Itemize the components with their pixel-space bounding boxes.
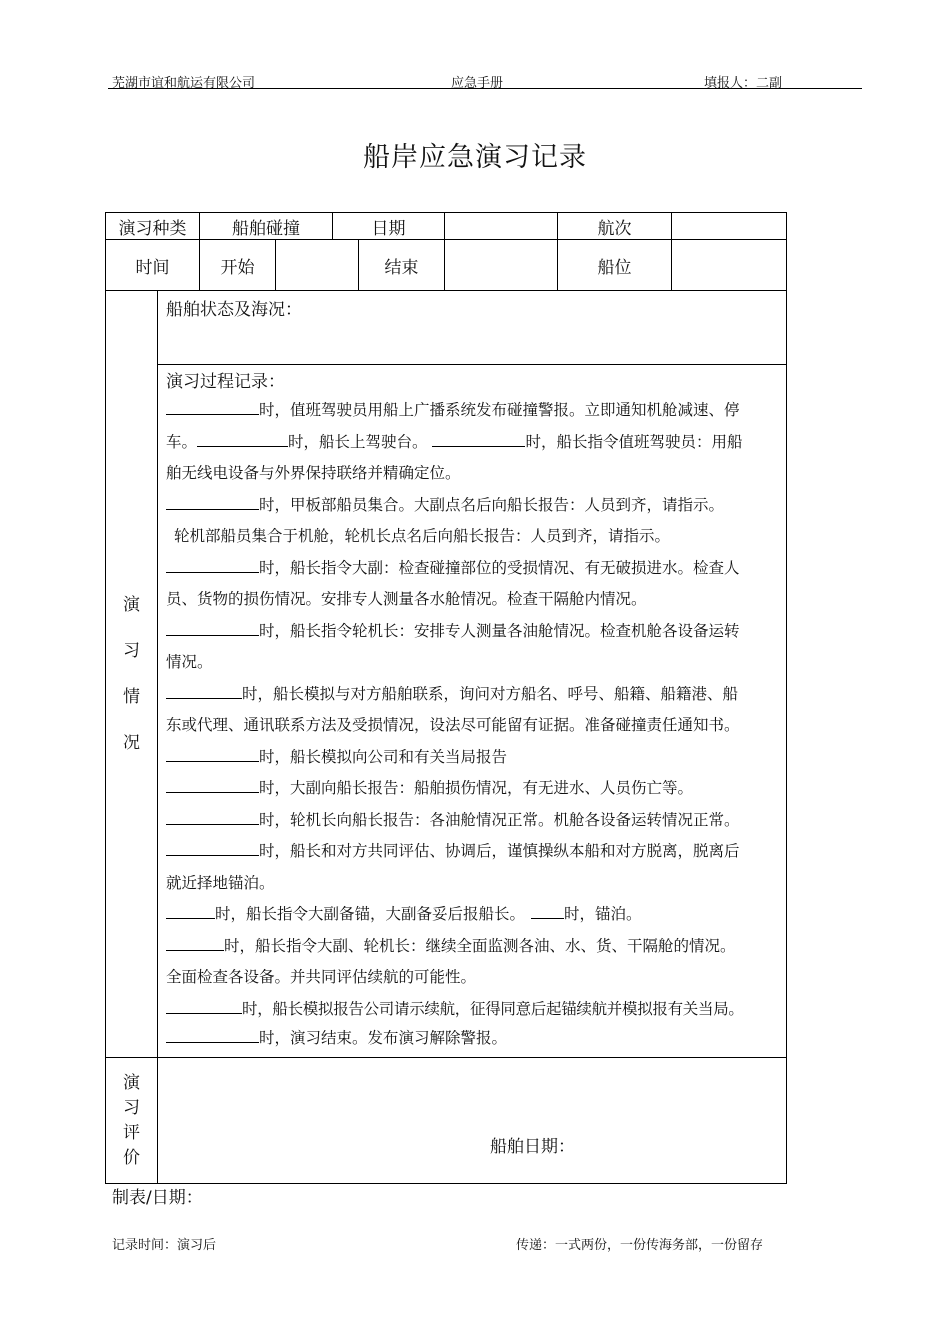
time-blank[interactable] [197, 430, 288, 447]
header-manual: 应急手册 [451, 76, 504, 91]
maker-date-label: 制表/日期： [112, 1188, 203, 1208]
time-blank[interactable] [166, 745, 259, 762]
process-line: 时，船长指令大副、轮机长：继续全面监测各油、水、货、干隔舱的情况。 [166, 931, 780, 963]
end-label: 结束 [359, 240, 445, 291]
process-line: 时，船长指令轮机长：安排专人测量各油舱情况。检查机舱各设备运转 [166, 616, 780, 648]
situation-char: 习 [123, 641, 140, 661]
time-blank[interactable] [166, 839, 259, 856]
time-blank[interactable] [166, 902, 215, 919]
process-line: 车。 时，船长上驾驶台。 时，船长指令值班驾驶员：用船 [166, 427, 780, 459]
process-label: 演习过程记录： [166, 372, 285, 392]
time-blank[interactable] [166, 398, 259, 415]
form-row-type [106, 213, 787, 240]
process-line: 就近择地锚泊。 [166, 873, 275, 892]
time-label: 时间 [106, 240, 200, 291]
time-blank[interactable] [166, 682, 242, 699]
process-line: 时，船长指令大副：检查碰撞部位的受损情况、有无破损进水。检查人 [166, 553, 780, 585]
evaluation-field[interactable] [158, 1058, 787, 1184]
process-line: 时，甲板部船员集合。大副点名后向船长报告：人员到齐，请指示。 [166, 490, 780, 522]
page-title: 船岸应急演习记录 [363, 142, 587, 173]
record-time: 记录时间：演习后 [112, 1238, 217, 1253]
process-line: 情况。 [166, 653, 213, 671]
start-label: 开始 [200, 240, 276, 291]
process-line: 时，船长指令大副备锚，大副备妥后报船长。 时，锚泊。 [166, 899, 780, 931]
process-line: 时，船长模拟与对方船舶联系，询问对方船名、呼号、船籍、船籍港、船 [166, 679, 780, 711]
evaluation-char: 习 [123, 1097, 140, 1118]
ship-state-label: 船舶状态及海况： [166, 300, 302, 320]
start-value[interactable] [276, 240, 359, 291]
header-company: 芜湖市谊和航运有限公司 [112, 76, 256, 91]
process-record [158, 365, 787, 1058]
header-rule [108, 88, 862, 89]
date-value[interactable] [445, 213, 558, 240]
process-line: 时，船长和对方共同评估、协调后，谨慎操纵本船和对方脱离，脱离后 [166, 836, 780, 868]
ship-state-field[interactable] [158, 291, 787, 365]
process-line: 全面检查各设备。并共同评估续航的可能性。 [166, 968, 477, 986]
process-line: 时，演习结束。发布演习解除警报。 [166, 1025, 780, 1051]
voyage-label: 航次 [558, 213, 672, 240]
process-line: 东或代理、通讯联系方法及受损情况，设法尽可能留有证据。准备碰撞责任通知书。 [166, 716, 740, 734]
form-row-process [106, 365, 787, 1058]
position-label: 船位 [558, 240, 672, 291]
process-line: 舶无线电设备与外界保持联络并精确定位。 [166, 464, 461, 482]
time-blank[interactable] [166, 556, 259, 573]
date-label: 日期 [333, 213, 445, 240]
time-blank[interactable] [166, 808, 259, 825]
time-blank[interactable] [531, 902, 564, 919]
process-line: 员、货物的损伤情况。安排专人测量各水舱情况。检查干隔舱内情况。 [166, 590, 647, 608]
process-line: 时，船长模拟报告公司请示续航，征得同意后起锚续航并模拟报有关当局。 [166, 994, 780, 1026]
form-row-evaluation [106, 1058, 787, 1184]
situation-label [106, 291, 158, 1058]
time-blank[interactable] [166, 776, 259, 793]
time-blank[interactable] [166, 493, 259, 510]
evaluation-char: 价 [123, 1147, 140, 1168]
evaluation-label [106, 1058, 158, 1184]
time-blank[interactable] [166, 997, 242, 1014]
process-line: 时，值班驾驶员用船上广播系统发布碰撞警报。立即通知机舱减速、停 [166, 395, 780, 427]
situation-char: 况 [123, 733, 140, 753]
type-value[interactable]: 船舶碰撞 [200, 213, 333, 240]
distribution-note: 传递：一式两份，一份传海务部，一份留存 [516, 1238, 764, 1253]
end-value[interactable] [445, 240, 558, 291]
header-reporter: 填报人：二副 [704, 76, 783, 91]
ship-date-label: 船舶日期： [490, 1137, 575, 1157]
situation-char: 情 [123, 687, 140, 707]
process-line: 时，大副向船长报告：船舶损伤情况，有无进水、人员伤亡等。 [166, 773, 780, 805]
time-blank[interactable] [432, 430, 525, 447]
form-row-ship-state [106, 291, 787, 365]
time-blank[interactable] [166, 1026, 259, 1043]
drill-record-form [105, 212, 787, 1184]
voyage-value[interactable] [672, 213, 787, 240]
evaluation-char: 演 [123, 1072, 140, 1093]
situation-char: 演 [123, 595, 140, 615]
process-line: 轮机部船员集合于机舱，轮机长点名后向船长报告：人员到齐，请指示。 [174, 527, 671, 545]
time-blank[interactable] [166, 934, 224, 951]
process-line: 时，轮机长向船长报告：各油舱情况正常。机舱各设备运转情况正常。 [166, 805, 780, 837]
process-line: 时，船长模拟向公司和有关当局报告 [166, 742, 780, 774]
time-blank[interactable] [166, 619, 259, 636]
type-label: 演习种类 [106, 213, 200, 240]
position-value[interactable] [672, 240, 787, 291]
form-row-time [106, 240, 787, 291]
evaluation-char: 评 [123, 1122, 140, 1143]
